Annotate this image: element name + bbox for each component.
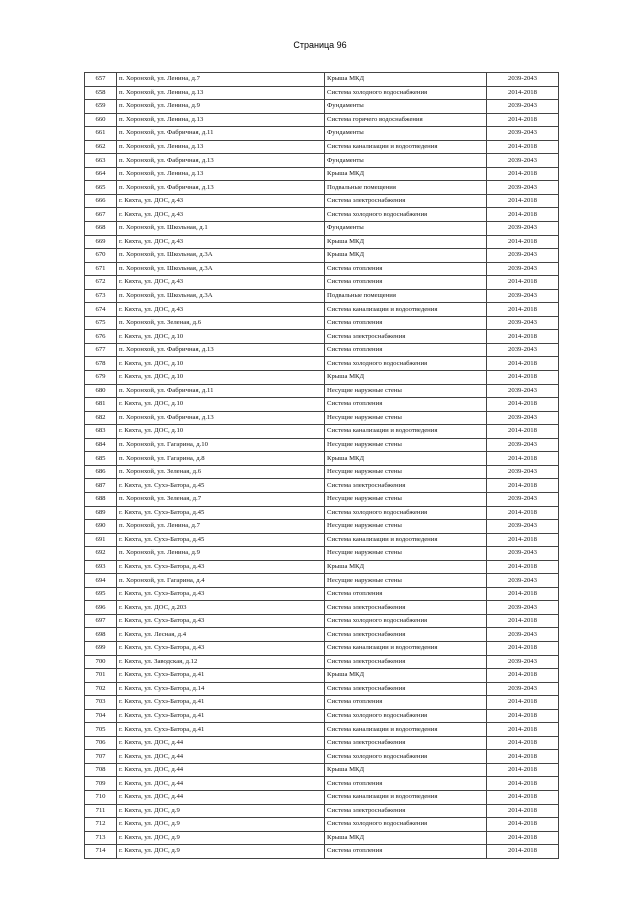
row-number: 711	[85, 804, 117, 818]
row-number: 671	[85, 262, 117, 276]
element-cell: Система отопления	[325, 777, 487, 791]
address-cell: г. Кяхта, ул. ДОС, д.10	[117, 398, 325, 412]
element-cell: Фундаменты	[325, 127, 487, 141]
row-number: 687	[85, 479, 117, 493]
row-number: 702	[85, 682, 117, 696]
row-number: 672	[85, 276, 117, 290]
element-cell: Несущие наружные стены	[325, 411, 487, 425]
address-cell: г. Кяхта, ул. ДОС, д.203	[117, 601, 325, 615]
period-cell: 2039-2043	[487, 181, 559, 195]
row-number: 692	[85, 547, 117, 561]
row-number: 688	[85, 492, 117, 506]
address-cell: г. Кяхта, ул. ДОС, д.9	[117, 804, 325, 818]
table-row	[85, 222, 559, 236]
address-cell: п. Хоронхой, ул. Фабричная, д.11	[117, 127, 325, 141]
table-row	[85, 560, 559, 574]
period-cell: 2014-2018	[487, 587, 559, 601]
address-cell: г. Кяхта, ул. ДОС, д.10	[117, 425, 325, 439]
row-number: 695	[85, 587, 117, 601]
table-row	[85, 276, 559, 290]
row-number: 701	[85, 669, 117, 683]
element-cell: Система канализации и водоотведения	[325, 641, 487, 655]
address-cell: г. Кяхта, ул. ДОС, д.44	[117, 790, 325, 804]
row-number: 712	[85, 818, 117, 832]
period-cell: 2039-2043	[487, 465, 559, 479]
element-cell: Система холодного водоснабжения	[325, 818, 487, 832]
period-cell: 2014-2018	[487, 276, 559, 290]
period-cell: 2014-2018	[487, 86, 559, 100]
address-cell: п. Хоронхой, ул. Гагарина, д.10	[117, 438, 325, 452]
address-cell: г. Кяхта, ул. Сухэ-Батора, д.41	[117, 669, 325, 683]
table-row	[85, 384, 559, 398]
row-number: 694	[85, 574, 117, 588]
address-cell: г. Кяхта, ул. Сухэ-Батора, д.43	[117, 587, 325, 601]
period-cell: 2039-2043	[487, 100, 559, 114]
table-row	[85, 330, 559, 344]
element-cell: Несущие наружные стены	[325, 520, 487, 534]
element-cell: Крыша МКД	[325, 452, 487, 466]
row-number: 665	[85, 181, 117, 195]
element-cell: Система электроснабжения	[325, 628, 487, 642]
period-cell: 2014-2018	[487, 303, 559, 317]
row-number: 663	[85, 154, 117, 168]
table-row	[85, 452, 559, 466]
period-cell: 2039-2043	[487, 492, 559, 506]
element-cell: Фундаменты	[325, 100, 487, 114]
table-row	[85, 547, 559, 561]
row-number: 700	[85, 655, 117, 669]
address-cell: г. Кяхта, ул. Сухэ-Батора, д.45	[117, 506, 325, 520]
period-cell: 2039-2043	[487, 574, 559, 588]
period-cell: 2039-2043	[487, 222, 559, 236]
row-number: 705	[85, 723, 117, 737]
element-cell: Система отопления	[325, 276, 487, 290]
period-cell: 2039-2043	[487, 655, 559, 669]
period-cell: 2014-2018	[487, 736, 559, 750]
row-number: 674	[85, 303, 117, 317]
row-number: 707	[85, 750, 117, 764]
element-cell: Система горячего водоснабжения	[325, 113, 487, 127]
row-number: 685	[85, 452, 117, 466]
address-cell: п. Хоронхой, ул. Школьная, д.3А	[117, 289, 325, 303]
address-cell: п. Хоронхой, ул. Гагарина, д.8	[117, 452, 325, 466]
element-cell: Система канализации и водоотведения	[325, 533, 487, 547]
period-cell: 2014-2018	[487, 235, 559, 249]
table-body	[85, 73, 559, 859]
period-cell: 2039-2043	[487, 289, 559, 303]
address-cell: г. Кяхта, ул. Сухэ-Батора, д.45	[117, 479, 325, 493]
element-cell: Система холодного водоснабжения	[325, 506, 487, 520]
row-number: 680	[85, 384, 117, 398]
period-cell: 2014-2018	[487, 167, 559, 181]
period-cell: 2014-2018	[487, 669, 559, 683]
element-cell: Система холодного водоснабжения	[325, 614, 487, 628]
period-cell: 2039-2043	[487, 547, 559, 561]
element-cell: Система отопления	[325, 316, 487, 330]
page-header: Страница 96	[293, 40, 347, 50]
row-number: 668	[85, 222, 117, 236]
row-number: 657	[85, 73, 117, 87]
address-cell: г. Кяхта, ул. ДОС, д.44	[117, 736, 325, 750]
period-cell: 2014-2018	[487, 723, 559, 737]
period-cell: 2014-2018	[487, 357, 559, 371]
table-row	[85, 208, 559, 222]
row-number: 698	[85, 628, 117, 642]
period-cell: 2014-2018	[487, 804, 559, 818]
period-cell: 2014-2018	[487, 506, 559, 520]
element-cell: Система канализации и водоотведения	[325, 425, 487, 439]
element-cell: Крыша МКД	[325, 73, 487, 87]
period-cell: 2014-2018	[487, 452, 559, 466]
element-cell: Система канализации и водоотведения	[325, 723, 487, 737]
row-number: 677	[85, 343, 117, 357]
table-row	[85, 73, 559, 87]
element-cell: Подвальные помещения	[325, 289, 487, 303]
row-number: 667	[85, 208, 117, 222]
period-cell: 2039-2043	[487, 601, 559, 615]
table-row	[85, 343, 559, 357]
period-cell: 2014-2018	[487, 831, 559, 845]
element-cell: Система электроснабжения	[325, 330, 487, 344]
address-cell: г. Кяхта, ул. ДОС, д.43	[117, 208, 325, 222]
element-cell: Несущие наружные стены	[325, 438, 487, 452]
table-row	[85, 790, 559, 804]
element-cell: Система электроснабжения	[325, 194, 487, 208]
address-cell: г. Кяхта, ул. Сухэ-Батора, д.41	[117, 723, 325, 737]
table-row	[85, 479, 559, 493]
period-cell: 2014-2018	[487, 140, 559, 154]
address-cell: г. Кяхта, ул. ДОС, д.9	[117, 818, 325, 832]
element-cell: Система канализации и водоотведения	[325, 140, 487, 154]
row-number: 664	[85, 167, 117, 181]
row-number: 660	[85, 113, 117, 127]
period-cell: 2039-2043	[487, 127, 559, 141]
row-number: 681	[85, 398, 117, 412]
table-row	[85, 655, 559, 669]
period-cell: 2014-2018	[487, 763, 559, 777]
element-cell: Система отопления	[325, 262, 487, 276]
table-row	[85, 736, 559, 750]
element-cell: Система отопления	[325, 343, 487, 357]
element-cell: Крыша МКД	[325, 235, 487, 249]
address-cell: г. Кяхта, ул. ДОС, д.43	[117, 276, 325, 290]
period-cell: 2014-2018	[487, 750, 559, 764]
table-row	[85, 520, 559, 534]
row-number: 686	[85, 465, 117, 479]
address-cell: г. Кяхта, ул. ДОС, д.10	[117, 330, 325, 344]
table-row	[85, 628, 559, 642]
element-cell: Система электроснабжения	[325, 601, 487, 615]
period-cell: 2014-2018	[487, 641, 559, 655]
row-number: 669	[85, 235, 117, 249]
row-number: 676	[85, 330, 117, 344]
address-cell: п. Хоронхой, ул. Фабричная, д.13	[117, 181, 325, 195]
table-row	[85, 289, 559, 303]
row-number: 699	[85, 641, 117, 655]
period-cell: 2014-2018	[487, 194, 559, 208]
period-cell: 2014-2018	[487, 560, 559, 574]
period-cell: 2014-2018	[487, 614, 559, 628]
period-cell: 2014-2018	[487, 113, 559, 127]
row-number: 696	[85, 601, 117, 615]
period-cell: 2014-2018	[487, 790, 559, 804]
table-row	[85, 398, 559, 412]
table-row	[85, 425, 559, 439]
table-row	[85, 669, 559, 683]
address-cell: г. Кяхта, ул. ДОС, д.44	[117, 763, 325, 777]
element-cell: Система электроснабжения	[325, 804, 487, 818]
element-cell: Система канализации и водоотведения	[325, 790, 487, 804]
address-cell: п. Хоронхой, ул. Ленина, д.9	[117, 100, 325, 114]
element-cell: Крыша МКД	[325, 763, 487, 777]
period-cell: 2039-2043	[487, 343, 559, 357]
row-number: 713	[85, 831, 117, 845]
table-row	[85, 86, 559, 100]
table-row	[85, 316, 559, 330]
table-row	[85, 506, 559, 520]
period-cell: 2014-2018	[487, 425, 559, 439]
row-number: 658	[85, 86, 117, 100]
table-row	[85, 140, 559, 154]
period-cell: 2039-2043	[487, 154, 559, 168]
address-cell: г. Кяхта, ул. ДОС, д.43	[117, 194, 325, 208]
element-cell: Система отопления	[325, 845, 487, 859]
table-row	[85, 574, 559, 588]
address-cell: г. Кяхта, ул. Лесная, д.4	[117, 628, 325, 642]
address-cell: п. Хоронхой, ул. Ленина, д.13	[117, 140, 325, 154]
table-row	[85, 113, 559, 127]
address-cell: п. Хоронхой, ул. Ленина, д.7	[117, 520, 325, 534]
element-cell: Система холодного водоснабжения	[325, 208, 487, 222]
period-cell: 2014-2018	[487, 208, 559, 222]
address-cell: п. Хоронхой, ул. Фабричная, д.13	[117, 411, 325, 425]
row-number: 683	[85, 425, 117, 439]
table-row	[85, 357, 559, 371]
element-cell: Несущие наружные стены	[325, 547, 487, 561]
period-cell: 2014-2018	[487, 533, 559, 547]
table-row	[85, 804, 559, 818]
period-cell: 2014-2018	[487, 818, 559, 832]
element-cell: Фундаменты	[325, 222, 487, 236]
table-row	[85, 818, 559, 832]
element-cell: Система канализации и водоотведения	[325, 303, 487, 317]
period-cell: 2014-2018	[487, 709, 559, 723]
table-row	[85, 682, 559, 696]
element-cell: Система отопления	[325, 587, 487, 601]
address-cell: п. Хоронхой, ул. Фабричная, д.11	[117, 384, 325, 398]
table-row	[85, 262, 559, 276]
row-number: 662	[85, 140, 117, 154]
element-cell: Система электроснабжения	[325, 736, 487, 750]
period-cell: 2014-2018	[487, 371, 559, 385]
row-number: 709	[85, 777, 117, 791]
row-number: 706	[85, 736, 117, 750]
element-cell: Крыша МКД	[325, 669, 487, 683]
row-number: 675	[85, 316, 117, 330]
address-cell: п. Хоронхой, ул. Зеленая, д.6	[117, 465, 325, 479]
row-number: 661	[85, 127, 117, 141]
address-cell: п. Хоронхой, ул. Зеленая, д.6	[117, 316, 325, 330]
period-cell: 2039-2043	[487, 384, 559, 398]
address-cell: п. Хоронхой, ул. Ленина, д.13	[117, 167, 325, 181]
address-cell: г. Кяхта, ул. ДОС, д.44	[117, 777, 325, 791]
address-cell: г. Кяхта, ул. ДОС, д.10	[117, 371, 325, 385]
element-cell: Система электроснабжения	[325, 479, 487, 493]
row-number: 673	[85, 289, 117, 303]
address-cell: п. Хоронхой, ул. Школьная, д.1	[117, 222, 325, 236]
row-number: 684	[85, 438, 117, 452]
row-number: 679	[85, 371, 117, 385]
repair-schedule-table	[84, 72, 559, 859]
address-cell: г. Кяхта, ул. Сухэ-Батора, д.43	[117, 641, 325, 655]
row-number: 697	[85, 614, 117, 628]
row-number: 666	[85, 194, 117, 208]
address-cell: г. Кяхта, ул. Заводская, д.12	[117, 655, 325, 669]
period-cell: 2039-2043	[487, 316, 559, 330]
element-cell: Фундаменты	[325, 154, 487, 168]
table-row	[85, 465, 559, 479]
table-row	[85, 601, 559, 615]
element-cell: Система холодного водоснабжения	[325, 750, 487, 764]
row-number: 703	[85, 696, 117, 710]
row-number: 678	[85, 357, 117, 371]
period-cell: 2014-2018	[487, 777, 559, 791]
period-cell: 2039-2043	[487, 262, 559, 276]
row-number: 710	[85, 790, 117, 804]
element-cell: Система холодного водоснабжения	[325, 709, 487, 723]
address-cell: г. Кяхта, ул. ДОС, д.9	[117, 845, 325, 859]
period-cell: 2039-2043	[487, 628, 559, 642]
address-cell: п. Хоронхой, ул. Ленина, д.7	[117, 73, 325, 87]
address-cell: г. Кяхта, ул. ДОС, д.9	[117, 831, 325, 845]
period-cell: 2014-2018	[487, 845, 559, 859]
table-row	[85, 492, 559, 506]
table-row	[85, 723, 559, 737]
table-row	[85, 235, 559, 249]
element-cell: Подвальные помещения	[325, 181, 487, 195]
table-row	[85, 100, 559, 114]
row-number: 659	[85, 100, 117, 114]
row-number: 682	[85, 411, 117, 425]
table-row	[85, 763, 559, 777]
table-row	[85, 411, 559, 425]
period-cell: 2014-2018	[487, 479, 559, 493]
row-number: 670	[85, 249, 117, 263]
row-number: 690	[85, 520, 117, 534]
address-cell: п. Хоронхой, ул. Школьная, д.3А	[117, 249, 325, 263]
period-cell: 2014-2018	[487, 398, 559, 412]
element-cell: Система отопления	[325, 398, 487, 412]
table-row	[85, 750, 559, 764]
address-cell: г. Кяхта, ул. Сухэ-Батора, д.43	[117, 614, 325, 628]
row-number: 708	[85, 763, 117, 777]
address-cell: п. Хоронхой, ул. Фабричная, д.13	[117, 154, 325, 168]
element-cell: Несущие наружные стены	[325, 574, 487, 588]
address-cell: г. Кяхта, ул. Сухэ-Батора, д.43	[117, 560, 325, 574]
table-row	[85, 127, 559, 141]
element-cell: Крыша МКД	[325, 371, 487, 385]
element-cell: Крыша МКД	[325, 560, 487, 574]
row-number: 691	[85, 533, 117, 547]
element-cell: Система холодного водоснабжения	[325, 86, 487, 100]
address-cell: г. Кяхта, ул. ДОС, д.10	[117, 357, 325, 371]
period-cell: 2039-2043	[487, 73, 559, 87]
element-cell: Крыша МКД	[325, 831, 487, 845]
address-cell: г. Кяхта, ул. Сухэ-Батора, д.14	[117, 682, 325, 696]
address-cell: п. Хоронхой, ул. Школьная, д.3А	[117, 262, 325, 276]
table-row	[85, 303, 559, 317]
table-row	[85, 831, 559, 845]
table-row	[85, 777, 559, 791]
address-cell: г. Кяхта, ул. ДОС, д.43	[117, 235, 325, 249]
address-cell: п. Хоронхой, ул. Ленина, д.13	[117, 113, 325, 127]
element-cell: Несущие наружные стены	[325, 465, 487, 479]
row-number: 704	[85, 709, 117, 723]
period-cell: 2039-2043	[487, 411, 559, 425]
period-cell: 2014-2018	[487, 330, 559, 344]
table-row	[85, 181, 559, 195]
table-row	[85, 533, 559, 547]
element-cell: Система отопления	[325, 696, 487, 710]
table-row	[85, 587, 559, 601]
row-number: 693	[85, 560, 117, 574]
address-cell: п. Хоронхой, ул. Гагарина, д.4	[117, 574, 325, 588]
table-row	[85, 614, 559, 628]
table-row	[85, 696, 559, 710]
table-row	[85, 641, 559, 655]
table-row	[85, 249, 559, 263]
address-cell: г. Кяхта, ул. Сухэ-Батора, д.41	[117, 696, 325, 710]
table-row	[85, 194, 559, 208]
row-number: 689	[85, 506, 117, 520]
table-row	[85, 154, 559, 168]
period-cell: 2014-2018	[487, 696, 559, 710]
table-row	[85, 167, 559, 181]
address-cell: г. Кяхта, ул. Сухэ-Батора, д.45	[117, 533, 325, 547]
address-cell: п. Хоронхой, ул. Фабричная, д.13	[117, 343, 325, 357]
period-cell: 2039-2043	[487, 438, 559, 452]
period-cell: 2039-2043	[487, 249, 559, 263]
address-cell: п. Хоронхой, ул. Ленина, д.9	[117, 547, 325, 561]
period-cell: 2039-2043	[487, 520, 559, 534]
element-cell: Система электроснабжения	[325, 655, 487, 669]
element-cell: Система электроснабжения	[325, 682, 487, 696]
row-number: 714	[85, 845, 117, 859]
table-row	[85, 371, 559, 385]
table-row	[85, 845, 559, 859]
table-row	[85, 438, 559, 452]
table-row	[85, 709, 559, 723]
address-cell: г. Кяхта, ул. ДОС, д.44	[117, 750, 325, 764]
period-cell: 2039-2043	[487, 682, 559, 696]
address-cell: п. Хоронхой, ул. Зеленая, д.7	[117, 492, 325, 506]
element-cell: Несущие наружные стены	[325, 492, 487, 506]
address-cell: г. Кяхта, ул. ДОС, д.43	[117, 303, 325, 317]
element-cell: Крыша МКД	[325, 249, 487, 263]
element-cell: Несущие наружные стены	[325, 384, 487, 398]
address-cell: п. Хоронхой, ул. Ленина, д.13	[117, 86, 325, 100]
element-cell: Крыша МКД	[325, 167, 487, 181]
address-cell: г. Кяхта, ул. Сухэ-Батора, д.41	[117, 709, 325, 723]
element-cell: Система холодного водоснабжения	[325, 357, 487, 371]
